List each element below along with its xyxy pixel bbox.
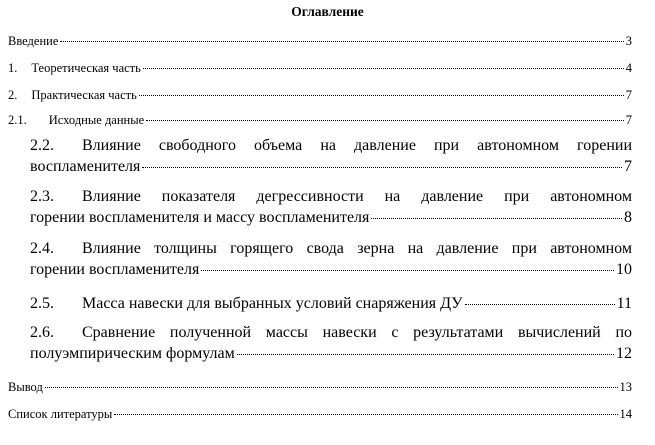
toc-page-number: 7 [624,158,632,175]
toc-entry-number: 1. [8,61,18,75]
toc-page-number: 3 [625,34,632,48]
toc-entry-comparison[interactable] [30,324,632,363]
toc-page-number: 10 [616,261,632,278]
toc-entry-number: 2.6. [30,324,54,341]
toc-entry-text: Масса навески для выбранных условий снаряжения ДУ [82,295,463,312]
toc-page-number: 7 [625,113,632,127]
toc-entry-line1: 2.4. Влияние толщины горящего свода зерна на давление при автономном [30,240,632,257]
toc-entry-line2: горении воспламенителя [30,261,200,278]
toc-entry-practice[interactable] [8,88,632,103]
dot-leader [60,41,623,42]
toc-page-number: 4 [625,61,632,75]
toc-page-number: 14 [619,407,632,421]
dot-leader [201,270,614,271]
toc-page-number: 7 [625,88,632,102]
toc-page-number: 11 [616,295,632,312]
toc-entry-number: 2.2. [30,137,54,154]
toc-page-number: 8 [624,209,632,226]
dot-leader [139,95,624,96]
toc-page-number: 13 [619,380,632,394]
dot-leader [142,167,622,168]
toc-entry-theory[interactable] [8,61,632,76]
toc-entry-text: Теоретическая часть [31,61,141,75]
toc-entry-line1: 2.3. Влияние показателя дегрессивности на давление при автономном [30,188,632,205]
dot-leader [465,304,615,305]
toc-entry-text: Введение [8,34,59,48]
toc-entry-references[interactable] [8,407,632,422]
toc-entry-conclusion[interactable] [8,380,632,395]
toc-entry-line2: полуэмпирическим формулам [30,345,235,362]
dot-leader [114,414,617,415]
dot-leader [143,68,624,69]
dot-leader [237,354,614,355]
toc-entry-line1: 2.6. Сравнение полученной массы навески с результатами вычислений по [30,324,632,341]
toc-entry-line1: 2.2. Влияние свободного объема на давление при автономном горении [30,137,632,154]
dot-leader [45,387,618,388]
toc-page-number: 12 [616,345,632,362]
toc-entry-line2: горении воспламенителя и массу воспламенителя [30,209,370,226]
toc-entry-introduction[interactable] [8,34,632,49]
toc-entry-number: 2.5. [30,295,54,312]
toc-entry-number: 2.3. [30,188,54,205]
toc-entry-charge-mass[interactable] [30,295,632,313]
toc-entry-number: 2.4. [30,240,54,257]
toc-entry-text: Практическая часть [31,88,137,102]
toc-entry-text: Исходные данные [48,113,145,127]
toc-entry-initial-data[interactable] [8,113,632,128]
toc-entry-degressivity[interactable] [30,188,632,227]
toc-entry-line2: воспламенителя [30,158,141,175]
toc-entry-text: Вывод [8,380,43,394]
dot-leader [146,120,624,121]
dot-leader [371,218,622,219]
toc-entry-free-volume[interactable] [30,137,632,176]
toc-title: Оглавление [291,4,364,19]
toc-entry-web-thickness[interactable] [30,240,632,279]
toc-entry-number: 2.1. [8,113,27,127]
toc-entry-text: Список литературы [8,407,113,421]
toc-entry-number: 2. [8,88,18,102]
